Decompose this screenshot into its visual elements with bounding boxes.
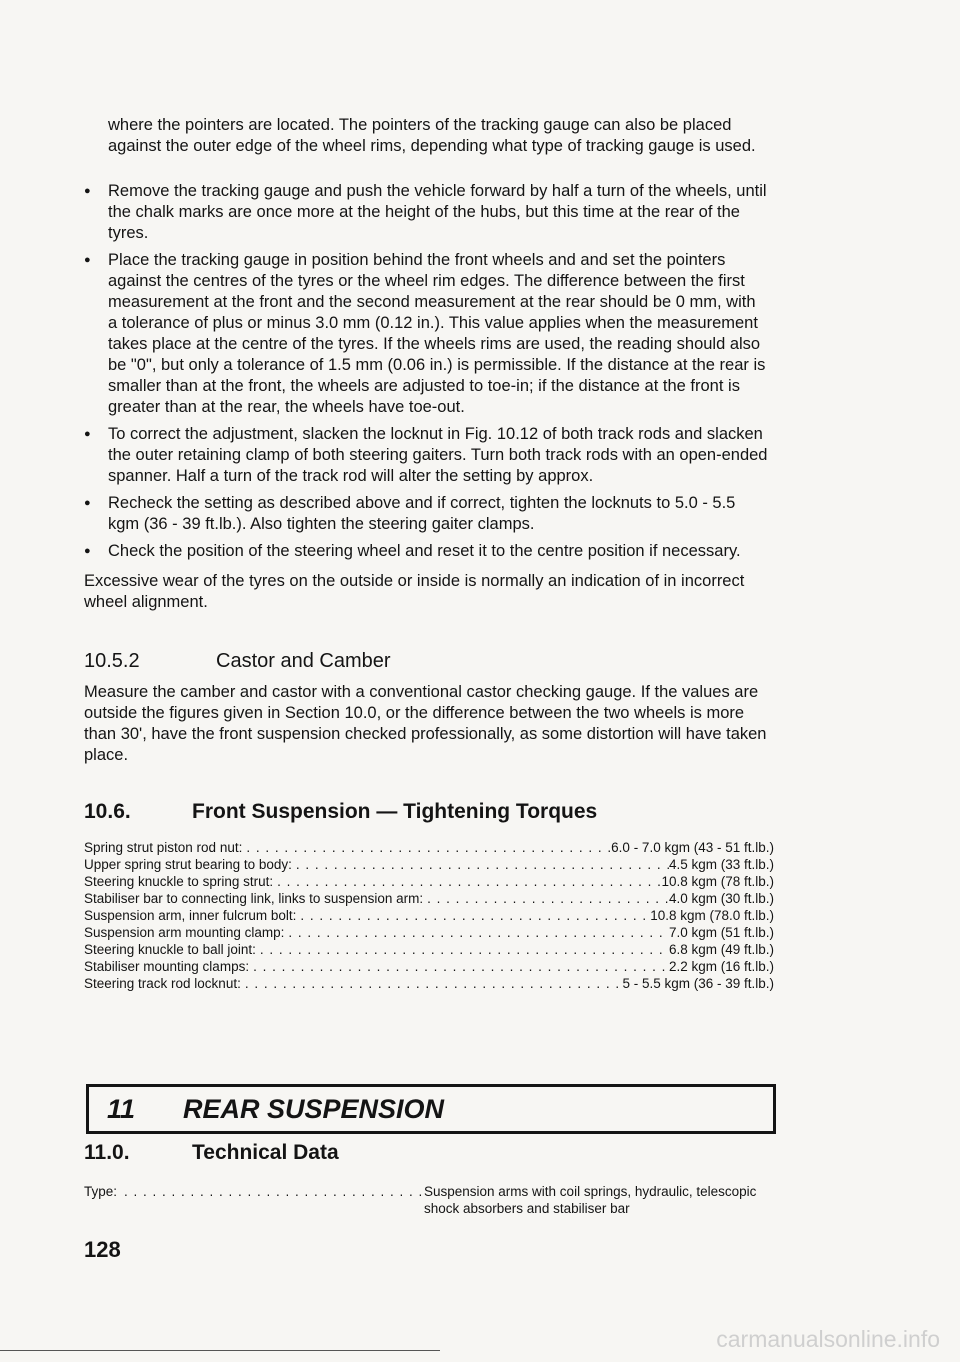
section-heading-castor-camber xyxy=(84,650,391,673)
leader-dots xyxy=(423,890,669,907)
table-row xyxy=(84,941,774,958)
list-item: ● To correct the adjustment, slacken the locknut in Fig. 10.12 of both track rods and slacken the outer retaining clamp of both steering gaiters. Turn both track rods with an open-ended spanner. Half a turn of the track rod will alter the setting by approx. xyxy=(84,424,768,487)
chapter-number: 11 xyxy=(107,1094,136,1124)
section-title: Technical Data xyxy=(192,1141,339,1164)
section-title: Castor and Camber xyxy=(216,650,391,672)
leader-dots xyxy=(249,958,669,975)
torque-label: Stabiliser mounting clamps: xyxy=(84,959,250,974)
table-row xyxy=(84,958,774,975)
section-heading-technical-data xyxy=(84,1141,339,1165)
leader-dots xyxy=(292,856,669,873)
watermark: carmanualsonline.info xyxy=(716,1326,940,1352)
section-number: 10.5.2 xyxy=(84,650,140,672)
table-row xyxy=(84,907,774,924)
torque-value: 5 - 5.5 kgm (36 - 39 ft.lb.) xyxy=(622,976,774,991)
torque-label: Steering knuckle to spring strut: xyxy=(84,874,274,889)
torque-label: Upper spring strut bearing to body: xyxy=(84,857,292,872)
torque-value: 7.0 kgm (51 ft.lb.) xyxy=(668,925,774,940)
torque-label: Suspension arm, inner fulcrum bolt: xyxy=(84,908,297,923)
leader-dots xyxy=(124,1183,424,1217)
table-row xyxy=(84,856,774,873)
castor-camber-text: Measure the camber and castor with a conventional castor checking gauge. If the values are outside the figures given in Section 10.0, or the difference between the two wheels is more than 30', have the front suspension checked professionally, as some distortion will have taken place. xyxy=(84,683,767,764)
leader-dots xyxy=(241,975,623,992)
torque-value: 6.0 - 7.0 kgm (43 - 51 ft.lb.) xyxy=(611,840,774,855)
table-row xyxy=(84,924,774,941)
technical-data-row xyxy=(84,1183,774,1217)
torque-label: Steering knuckle to ball joint: xyxy=(84,942,256,957)
torque-label: Suspension arm mounting clamp: xyxy=(84,925,285,940)
leader-dots xyxy=(284,924,669,941)
footer-rule xyxy=(0,1350,440,1351)
torque-label: Steering track rod locknut: xyxy=(84,976,241,991)
chapter-title: REAR SUSPENSION xyxy=(183,1094,445,1124)
intro-continuation: where the pointers are located. The pointers of the tracking gauge can also be placed against the outer edge of the wheel rims, depending what type of tracking gauge is used. xyxy=(108,116,756,155)
wear-note: Excessive wear of the tyres on the outside or inside is normally an indication of in incorrect wheel alignment. xyxy=(84,572,745,611)
leader-dots xyxy=(242,839,611,856)
section-heading-torques xyxy=(84,800,597,824)
page-number: 128 xyxy=(84,1237,121,1262)
chapter-banner xyxy=(86,1084,776,1134)
torque-value: 10.8 kgm (78.0 ft.lb.) xyxy=(650,908,774,923)
torque-table xyxy=(84,839,774,992)
section-title: Front Suspension — Tightening Torques xyxy=(192,800,598,823)
type-value: Suspension arms with coil springs, hydraulic, telescopic shock absorbers and stabiliser bar xyxy=(424,1184,757,1216)
section-number: 10.6. xyxy=(84,800,131,823)
list-item: ● Check the position of the steering wheel and reset it to the centre position if necessary. xyxy=(84,541,768,562)
torque-value: 2.2 kgm (16 ft.lb.) xyxy=(668,959,774,974)
table-row xyxy=(84,975,774,992)
table-row xyxy=(84,890,774,907)
torque-label: Spring strut piston rod nut: xyxy=(84,840,243,855)
leader-dots xyxy=(296,907,650,924)
list-item: ● Recheck the setting as described above and if correct, tighten the locknuts to 5.0 - 5.5 kgm (36 - 39 ft.lb.). Also tighten the steering gaiter clamps. xyxy=(84,493,768,535)
list-item: ● Place the tracking gauge in position behind the front wheels and and set the pointers against the centres of the tyres or the wheel rim edges. The difference between the first measurement at the front and the second measurement at the rear should be 0 mm, with a tolerance of plus or minus 3.0 mm (0.12 in.). This value applies when the measurement takes place at the centre of the tyres. If the wheels rims are used, the reading should also be "0", but only a tolerance of 1.5 mm (0.06 in.) is permissible. If the distance at the rear is smaller than at the front, the wheels are adjusted to toe-in; if the distance at the front is greater than at the rear, the wheels have toe-out. xyxy=(84,250,768,418)
torque-value: 10.8 kgm (78 ft.lb.) xyxy=(661,874,774,889)
torque-value: 4.5 kgm (33 ft.lb.) xyxy=(668,857,774,872)
instruction-list xyxy=(84,181,768,568)
torque-value: 4.0 kgm (30 ft.lb.) xyxy=(668,891,774,906)
type-label: Type: xyxy=(84,1184,118,1199)
leader-dots xyxy=(256,941,669,958)
table-row xyxy=(84,873,774,890)
torque-label: Stabiliser bar to connecting link, links to suspension arm: xyxy=(84,891,424,906)
section-number: 11.0. xyxy=(84,1141,130,1164)
leader-dots xyxy=(273,873,661,890)
torque-value: 6.8 kgm (49 ft.lb.) xyxy=(668,942,774,957)
list-item: ● Remove the tracking gauge and push the vehicle forward by half a turn of the wheels, until the chalk marks are once more at the height of the hubs, but this time at the rear of the tyres. xyxy=(84,181,768,244)
table-row xyxy=(84,839,774,856)
